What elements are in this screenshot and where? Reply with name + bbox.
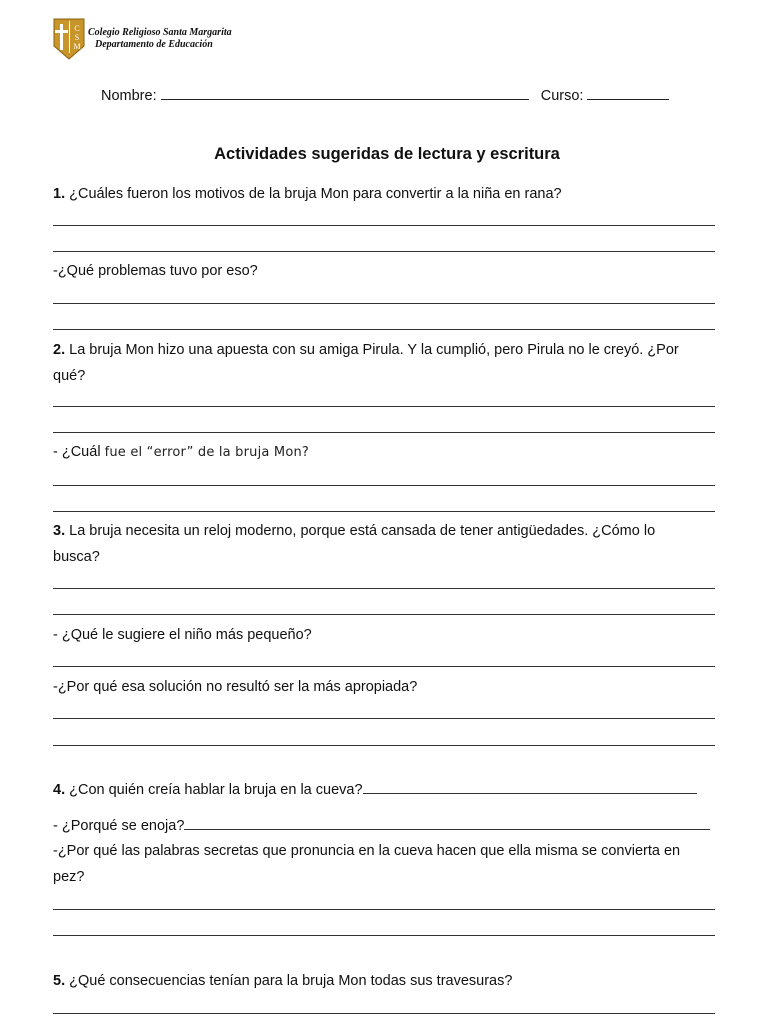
question-text-cont: qué? — [53, 368, 86, 384]
question-text: ¿Con quién creía hablar la bruja en la cueva? — [69, 782, 363, 798]
student-fields — [101, 87, 669, 104]
answer-line[interactable] — [53, 511, 715, 512]
nombre-label: Nombre: — [101, 88, 157, 104]
school-name: Colegio Religioso Santa Margarita — [88, 27, 232, 38]
department-name: Departamento de Educación — [95, 39, 213, 50]
inline-answer-blank[interactable] — [184, 815, 710, 830]
school-header — [88, 27, 232, 51]
answer-line[interactable] — [53, 909, 715, 910]
crest-letter-c: C — [74, 24, 80, 33]
question-number: 4. — [53, 782, 66, 798]
answer-line[interactable] — [53, 329, 715, 330]
inline-answer-blank[interactable] — [363, 779, 697, 794]
subquestion-4a — [53, 813, 753, 839]
answer-line[interactable] — [53, 935, 715, 936]
answer-line[interactable] — [53, 251, 715, 252]
subquestion-text: -¿Por qué las palabras secretas que pronuncia en la cueva hacen que ella misma se convierta en — [53, 843, 681, 859]
nombre-blank[interactable] — [161, 87, 529, 100]
crest-letter-s: S — [74, 33, 80, 42]
question-4 — [53, 777, 753, 803]
answer-line[interactable] — [53, 745, 715, 746]
subquestion-prefix: - ¿Cuál — [53, 444, 101, 460]
answer-line[interactable] — [53, 614, 715, 615]
question-number: 3. — [53, 523, 66, 539]
answer-line[interactable] — [53, 485, 715, 486]
question-text: ¿Qué consecuencias tenían para la bruja Mon todas sus travesuras? — [69, 973, 513, 989]
answer-line[interactable] — [53, 1013, 715, 1014]
subquestion-2a — [53, 439, 718, 466]
subquestion-3a: - ¿Qué le sugiere el niño más pequeño? — [53, 627, 312, 643]
subquestion-1a: -¿Qué problemas tuvo por eso? — [53, 263, 258, 279]
answer-line[interactable] — [53, 303, 715, 304]
subquestion-text: - ¿Porqué se enoja? — [53, 818, 185, 834]
question-number: 5. — [53, 973, 66, 989]
answer-line[interactable] — [53, 432, 715, 433]
subquestion-rest: fue el “error” de la bruja Mon? — [104, 445, 310, 460]
question-number: 2. — [53, 342, 66, 358]
subquestion-text-cont: pez? — [53, 869, 85, 885]
question-2 — [53, 337, 718, 389]
answer-line[interactable] — [53, 666, 715, 667]
answer-line[interactable] — [53, 225, 715, 226]
question-text-cont: busca? — [53, 549, 100, 565]
school-crest-icon — [53, 18, 85, 60]
worksheet-title: Actividades sugeridas de lectura y escritura — [214, 145, 560, 163]
answer-line[interactable] — [53, 406, 715, 407]
question-1 — [53, 181, 718, 207]
question-5 — [53, 968, 718, 994]
answer-line[interactable] — [53, 718, 715, 719]
subquestion-4b — [53, 838, 718, 890]
question-3 — [53, 518, 718, 570]
curso-blank[interactable] — [587, 87, 669, 100]
crest-letter-m: M — [73, 42, 81, 51]
question-text: La bruja Mon hizo una apuesta con su amiga Pirula. Y la cumplió, pero Pirula no le creyó. ¿Por — [69, 342, 679, 358]
question-text: La bruja necesita un reloj moderno, porque está cansada de tener antigüedades. ¿Cómo lo — [69, 523, 656, 539]
question-text: ¿Cuáles fueron los motivos de la bruja Mon para convertir a la niña en rana? — [69, 186, 562, 202]
question-number: 1. — [53, 186, 66, 202]
subquestion-3b: -¿Por qué esa solución no resultó ser la más apropiada? — [53, 679, 418, 695]
curso-label: Curso: — [540, 88, 584, 104]
answer-line[interactable] — [53, 588, 715, 589]
